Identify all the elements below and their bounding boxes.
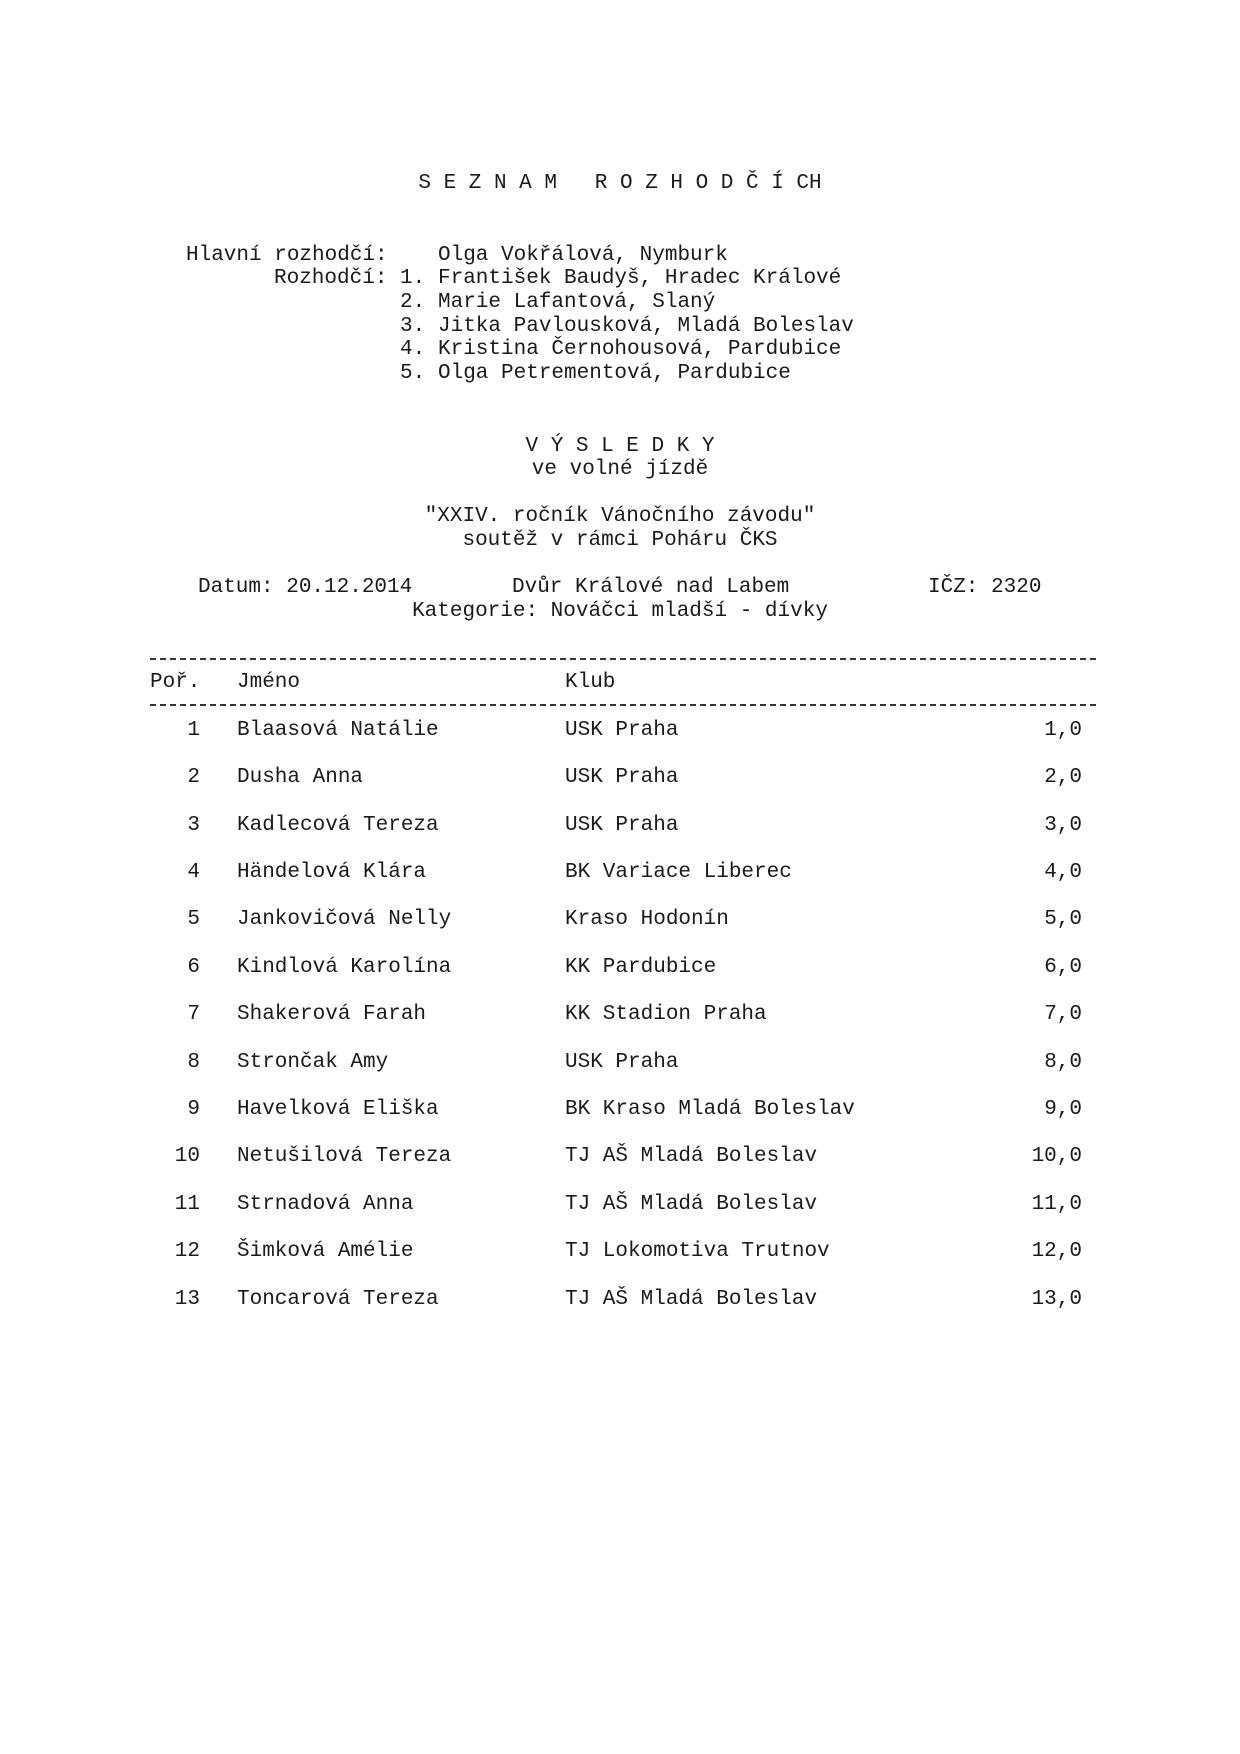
row-position: 10 [174,1145,200,1168]
row-name: Toncarová Tereza [237,1288,439,1311]
event-name: "XXIV. ročník Vánočního závodu" [424,505,816,528]
table-row [0,1099,1240,1123]
chief-referee-name: Olga Vokřálová, Nymburk [438,244,728,267]
divider [150,658,1096,660]
row-club: USK Praha [565,719,679,742]
row-club: USK Praha [565,1051,679,1074]
header-name: Jméno [237,671,301,694]
table-row [0,862,1240,886]
referees-title: S E Z N A M R O Z H O D Č Í CH [418,172,822,195]
row-name: Dusha Anna [237,766,364,789]
table-header [0,672,1240,696]
table-row [0,767,1240,791]
row-score: 13,0 [1031,1288,1082,1311]
event-venue: Dvůr Králové nad Labem [512,576,790,599]
header-position: Poř. [150,671,201,694]
row-score: 12,0 [1031,1240,1082,1263]
row-position: 4 [187,861,200,884]
event-series: soutěž v rámci Poháru ČKS [462,529,778,552]
row-position: 8 [187,1051,200,1074]
row-score: 11,0 [1031,1193,1082,1216]
table-row [0,720,1240,744]
row-score: 10,0 [1031,1145,1082,1168]
row-name: Netušilová Tereza [237,1145,452,1168]
row-position: 12 [174,1240,200,1263]
event-category: Kategorie: Nováčci mladší - dívky [412,600,828,623]
row-position: 11 [174,1193,200,1216]
row-name: Šimková Amélie [237,1240,414,1263]
row-score: 4,0 [1044,861,1082,884]
table-row [0,1194,1240,1218]
judge-number: 3. [400,315,426,338]
row-name: Shakerová Farah [237,1003,427,1026]
judge-name: Marie Lafantová, Slaný [438,291,716,314]
row-name: Strnadová Anna [237,1193,414,1216]
row-position: 7 [187,1003,200,1026]
row-position: 9 [187,1098,200,1121]
row-name: Jankovičová Nelly [237,908,452,931]
row-name: Kindlová Karolína [237,956,452,979]
row-position: 1 [187,719,200,742]
table-row [0,1241,1240,1265]
row-position: 13 [174,1288,200,1311]
table-row [0,1146,1240,1170]
row-name: Havelková Eliška [237,1098,439,1121]
row-score: 5,0 [1044,908,1082,931]
row-score: 1,0 [1044,719,1082,742]
row-position: 3 [187,814,200,837]
table-row [0,957,1240,981]
row-score: 2,0 [1044,766,1082,789]
divider [150,704,1096,706]
row-club: USK Praha [565,766,679,789]
judges-label: Rozhodčí: [274,267,388,290]
row-club: TJ AŠ Mladá Boleslav [565,1145,818,1168]
row-club: KK Pardubice [565,956,717,979]
chief-referee-label: Hlavní rozhodčí: [186,244,388,267]
row-position: 5 [187,908,200,931]
row-club: Kraso Hodonín [565,908,729,931]
judge-name: Jitka Pavlousková, Mladá Boleslav [438,315,854,338]
row-club: TJ Lokomotiva Trutnov [565,1240,830,1263]
row-score: 7,0 [1044,1003,1082,1026]
row-club: KK Stadion Praha [565,1003,767,1026]
row-club: BK Variace Liberec [565,861,792,884]
judge-name: Kristina Černohousová, Pardubice [438,338,842,361]
event-date: Datum: 20.12.2014 [198,576,413,599]
table-row [0,1289,1240,1313]
row-score: 9,0 [1044,1098,1082,1121]
judge-number: 4. [400,338,426,361]
table-row [0,815,1240,839]
judge-name: Olga Petrementová, Pardubice [438,362,791,385]
row-score: 3,0 [1044,814,1082,837]
row-name: Blaasová Natálie [237,719,439,742]
judge-number: 5. [400,362,426,385]
judge-number: 2. [400,291,426,314]
row-position: 6 [187,956,200,979]
row-name: Händelová Klára [237,861,427,884]
judge-name: František Baudyš, Hradec Králové [438,267,842,290]
row-club: USK Praha [565,814,679,837]
table-row [0,909,1240,933]
row-club: BK Kraso Mladá Boleslav [565,1098,855,1121]
table-row [0,1052,1240,1076]
header-club: Klub [565,671,616,694]
row-name: Kadlecová Tereza [237,814,439,837]
results-subtitle: ve volné jízdě [531,458,709,481]
row-score: 8,0 [1044,1051,1082,1074]
results-title: V Ý S L E D K Y [525,435,715,458]
row-name: Strončak Amy [237,1051,389,1074]
judge-number: 1. [400,267,426,290]
row-position: 2 [187,766,200,789]
row-club: TJ AŠ Mladá Boleslav [565,1288,818,1311]
row-club: TJ AŠ Mladá Boleslav [565,1193,818,1216]
table-row [0,1004,1240,1028]
row-score: 6,0 [1044,956,1082,979]
event-icz: IČZ: 2320 [928,576,1042,599]
